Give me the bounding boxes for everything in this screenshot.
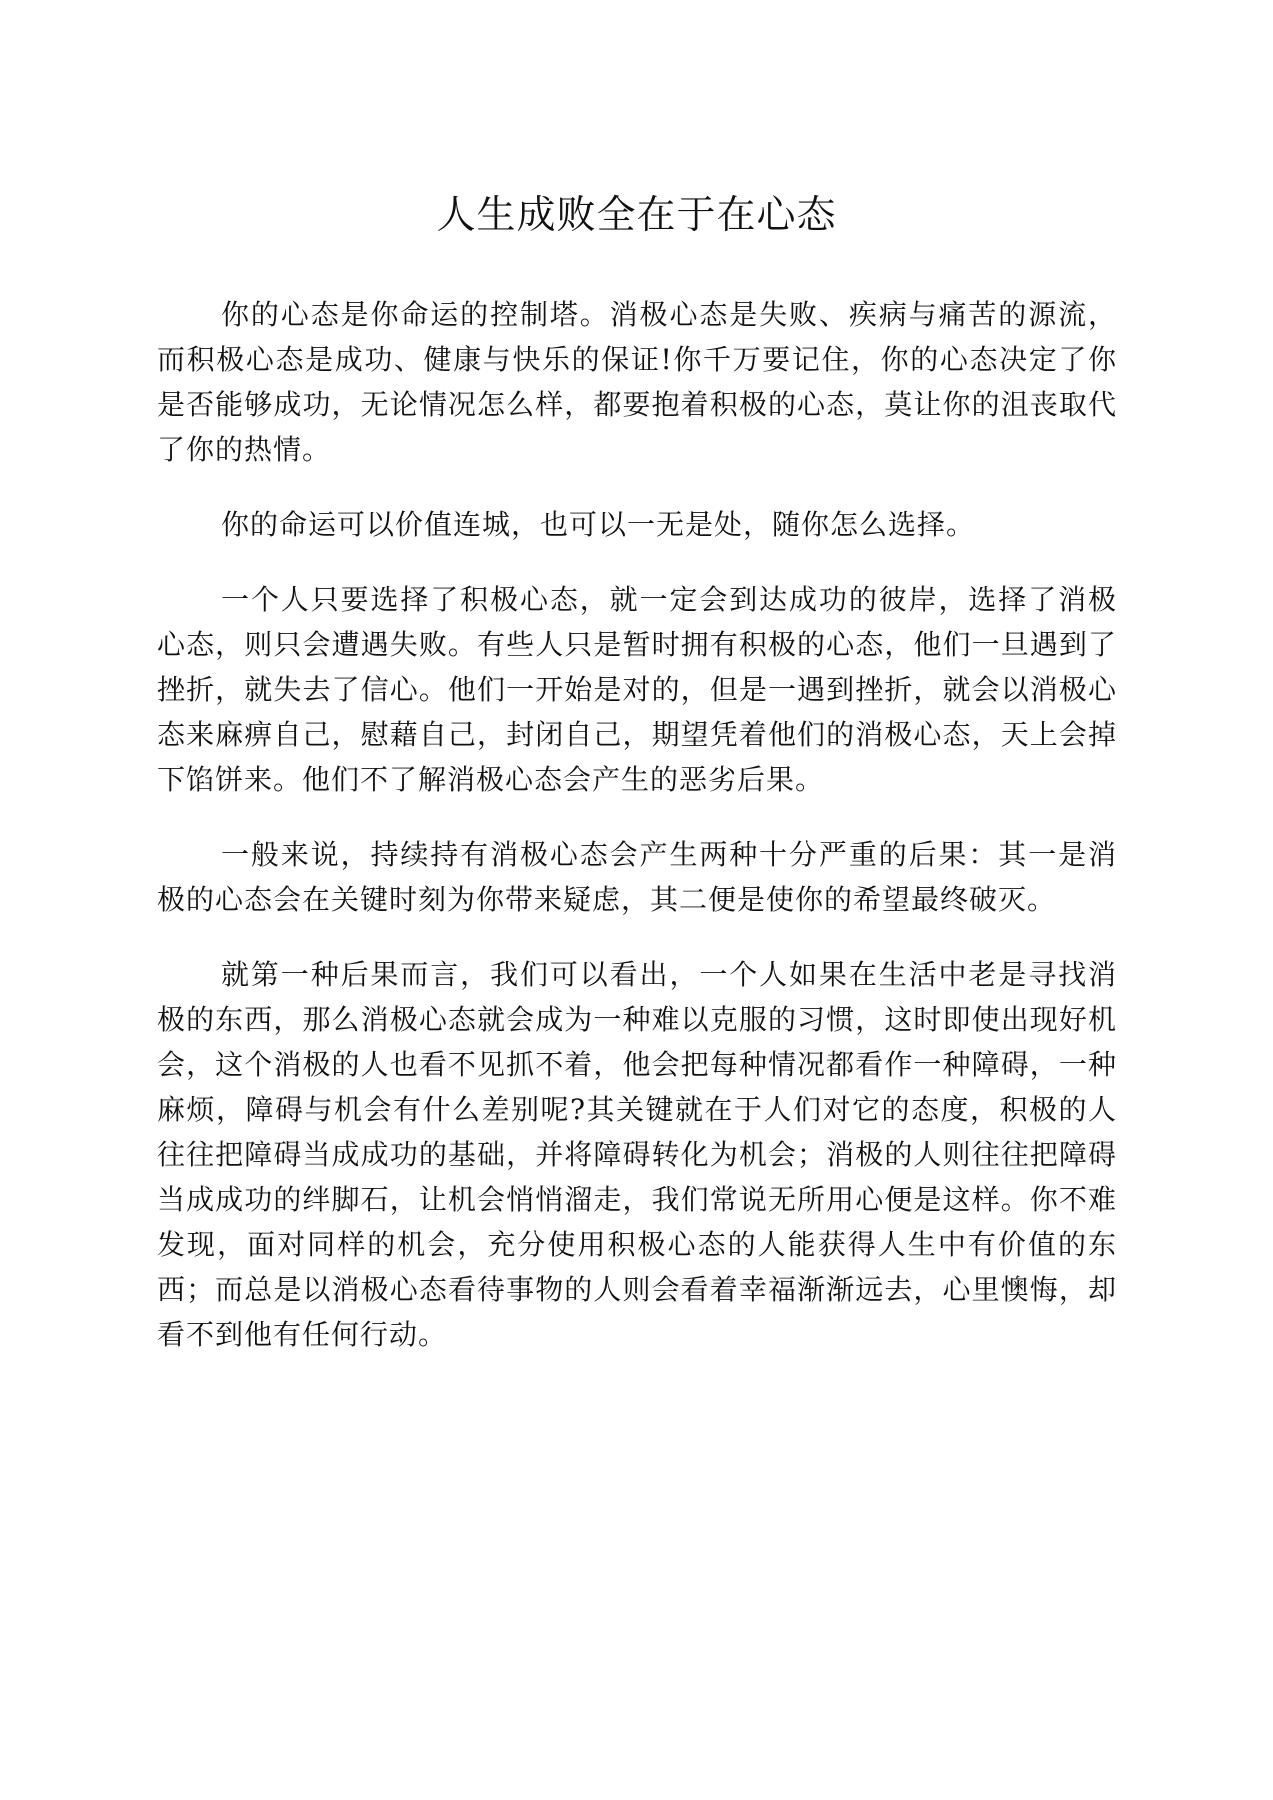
- paragraph-5: 就第一种后果而言，我们可以看出，一个人如果在生活中老是寻找消极的东西，那么消极心态就会成为一种难以克服的习惯，这时即使出现好机会，这个消极的人也看不见抓不着，他会把每种情况都看作一种障碍，一种麻烦，障碍与机会有什么差别呢?其关键就在于人们对它的态度，积极的人往往把障碍当成成功的基础，并将障碍转化为机会；消极的人则往往把障碍当成成功的绊脚石，让机会悄悄溜走，我们常说无所用心便是这样。你不难发现，面对同样的机会，充分使用积极心态的人能获得人生中有价值的东西；而总是以消极心态看待事物的人则会看着幸福渐渐远去，心里懊悔，却看不到他有任何行动。: [157, 958, 1117, 1351]
- paragraph-3: 一个人只要选择了积极心态，就一定会到达成功的彼岸，选择了消极心态，则只会遭遇失败。有些人只是暂时拥有积极的心态，他们一旦遇到了挫折，就失去了信心。他们一开始是对的，但是一遇到挫折，就会以消极心态来麻痹自己，慰藉自己，封闭自己，期望凭着他们的消极心态，天上会掉下馅饼来。他们不了解消极心态会产生的恶劣后果。: [157, 583, 1117, 796]
- article-body: [157, 292, 1117, 1387]
- paragraph-1: 你的心态是你命运的控制塔。消极心态是失败、疾病与痛苦的源流，而积极心态是成功、健康与快乐的保证!你千万要记住，你的心态决定了你是否能够成功，无论情况怎么样，都要抱着积极的心态，莫让你的沮丧取代了你的热情。: [157, 298, 1117, 466]
- paragraph-2: 你的命运可以价值连城，也可以一无是处，随你怎么选择。: [221, 508, 976, 541]
- paragraph-4: 一般来说，持续持有消极心态会产生两种十分严重的后果：其一是消极的心态会在关键时刻为你带来疑虑，其二便是使你的希望最终破灭。: [157, 838, 1117, 916]
- page-title: 人生成败全在于在心态: [436, 193, 837, 238]
